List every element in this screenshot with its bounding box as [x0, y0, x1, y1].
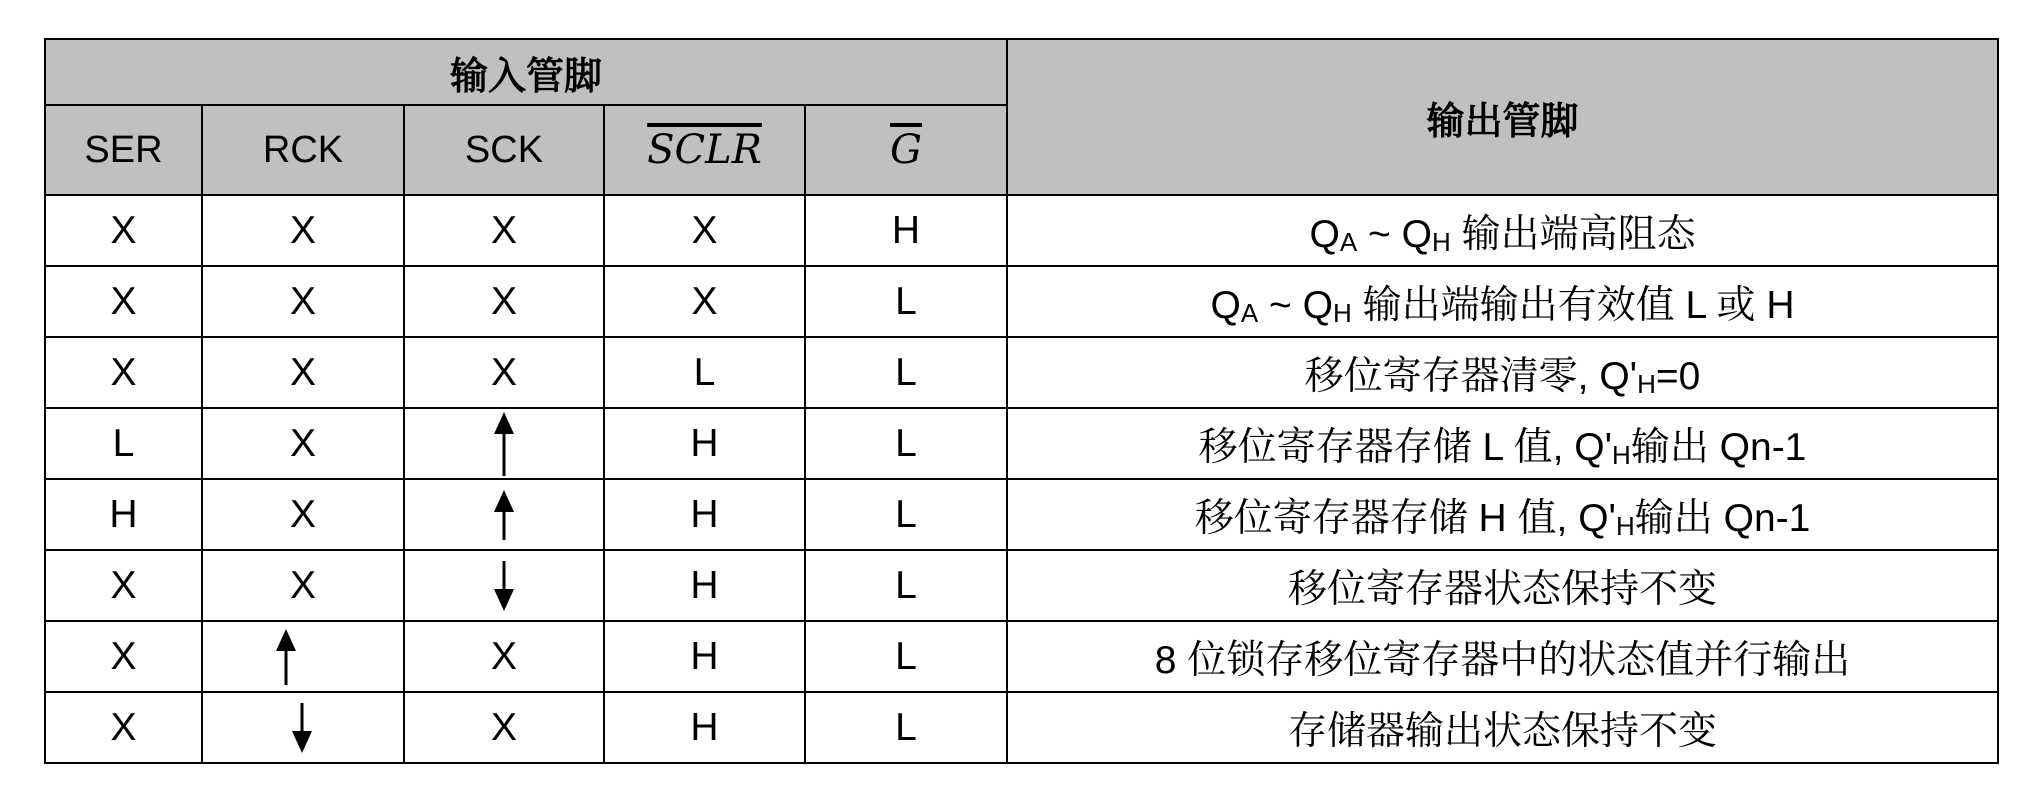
- output-tilde: ~: [1258, 283, 1303, 327]
- table-row: [45, 621, 1998, 692]
- down-arrow-icon: [290, 703, 314, 753]
- ser-cell: X: [45, 621, 202, 692]
- g-cell: L: [805, 408, 1007, 479]
- output-subscript: H: [1431, 226, 1451, 257]
- sclr-cell: X: [604, 266, 805, 337]
- output-subscript: A: [1339, 226, 1358, 257]
- col-sck-header: SCK: [404, 105, 604, 195]
- sclr-cell: L: [604, 337, 805, 408]
- col-rck-header: RCK: [202, 105, 404, 195]
- sck-cell: [404, 479, 604, 550]
- sck-cell: X: [404, 266, 604, 337]
- output-text: 输出 Qn-1: [1634, 496, 1811, 540]
- rck-cell: [202, 692, 404, 763]
- g-cell: L: [805, 479, 1007, 550]
- sclr-cell: X: [604, 195, 805, 266]
- g-cell: L: [805, 550, 1007, 621]
- input-pins-header: 输入管脚: [45, 39, 1007, 105]
- rck-cell: X: [202, 479, 404, 550]
- output-cell: [1007, 337, 1998, 408]
- output-q: Q: [1210, 283, 1241, 327]
- ser-cell: X: [45, 195, 202, 266]
- output-tilde: ~: [1357, 212, 1402, 256]
- g-overline-label: $\overline{G}$: [890, 127, 922, 173]
- output-subscript: H: [1612, 439, 1631, 470]
- output-cell: [1007, 266, 1998, 337]
- sck-cell: X: [404, 337, 604, 408]
- up-arrow-icon: [274, 629, 298, 685]
- output-cell: 移位寄存器状态保持不变: [1007, 550, 1998, 621]
- output-q: Q: [1302, 283, 1333, 327]
- table-row: [45, 266, 1998, 337]
- g-cell: L: [805, 621, 1007, 692]
- output-text: 移位寄存器存储 H 值, Q': [1194, 496, 1617, 540]
- output-subscript: A: [1240, 297, 1259, 328]
- output-cell: 8 位锁存移位寄存器中的状态值并行输出: [1007, 621, 1998, 692]
- rck-cell: X: [202, 195, 404, 266]
- table-row: [45, 195, 1998, 266]
- sck-cell: X: [404, 621, 604, 692]
- output-text: 移位寄存器清零, Q': [1304, 354, 1638, 398]
- table-row: [45, 337, 1998, 408]
- ser-cell: X: [45, 266, 202, 337]
- sclr-cell: H: [604, 479, 805, 550]
- output-pins-header: 输出管脚: [1007, 39, 1998, 195]
- g-cell: L: [805, 337, 1007, 408]
- output-cell: [1007, 195, 1998, 266]
- sck-cell: X: [404, 195, 604, 266]
- output-q: Q: [1309, 212, 1340, 256]
- ser-cell: H: [45, 479, 202, 550]
- ser-cell: L: [45, 408, 202, 479]
- output-subscript: H: [1637, 368, 1656, 399]
- sck-cell: [404, 408, 604, 479]
- g-cell: L: [805, 266, 1007, 337]
- output-cell: [1007, 408, 1998, 479]
- sck-cell: X: [404, 692, 604, 763]
- up-arrow-icon: [492, 412, 516, 476]
- output-cell: [1007, 479, 1998, 550]
- ser-cell: X: [45, 550, 202, 621]
- output-text: 输出端高阻态: [1450, 212, 1696, 256]
- sclr-cell: H: [604, 621, 805, 692]
- table-row: [45, 692, 1998, 763]
- ser-cell: X: [45, 692, 202, 763]
- rck-cell: X: [202, 550, 404, 621]
- output-subscript: H: [1616, 510, 1635, 541]
- output-text: =0: [1655, 354, 1701, 398]
- sclr-cell: H: [604, 692, 805, 763]
- output-text: 输出 Qn-1: [1630, 425, 1807, 469]
- output-cell: 存储器输出状态保持不变: [1007, 692, 1998, 763]
- table-row: [45, 408, 1998, 479]
- col-ser-header: SER: [45, 105, 202, 195]
- g-cell: H: [805, 195, 1007, 266]
- pin-truth-table: [44, 38, 1999, 764]
- output-subscript: H: [1333, 297, 1352, 328]
- table-row: [45, 550, 1998, 621]
- sck-cell: [404, 550, 604, 621]
- table-row: [45, 479, 1998, 550]
- output-text: 移位寄存器存储 L 值, Q': [1198, 425, 1613, 469]
- output-text: 输出端输出有效值 L 或 H: [1351, 283, 1795, 327]
- col-sclr-header: [604, 105, 805, 195]
- down-arrow-icon: [492, 561, 516, 611]
- rck-cell: [202, 621, 404, 692]
- output-q: Q: [1401, 212, 1432, 256]
- g-cell: L: [805, 692, 1007, 763]
- rck-cell: X: [202, 337, 404, 408]
- rck-cell: X: [202, 408, 404, 479]
- rck-cell: X: [202, 266, 404, 337]
- col-g-header: [805, 105, 1007, 195]
- up-arrow-icon: [492, 490, 516, 540]
- sclr-overline-label: SCLR: [647, 127, 762, 173]
- sclr-cell: H: [604, 408, 805, 479]
- ser-cell: X: [45, 337, 202, 408]
- sclr-cell: H: [604, 550, 805, 621]
